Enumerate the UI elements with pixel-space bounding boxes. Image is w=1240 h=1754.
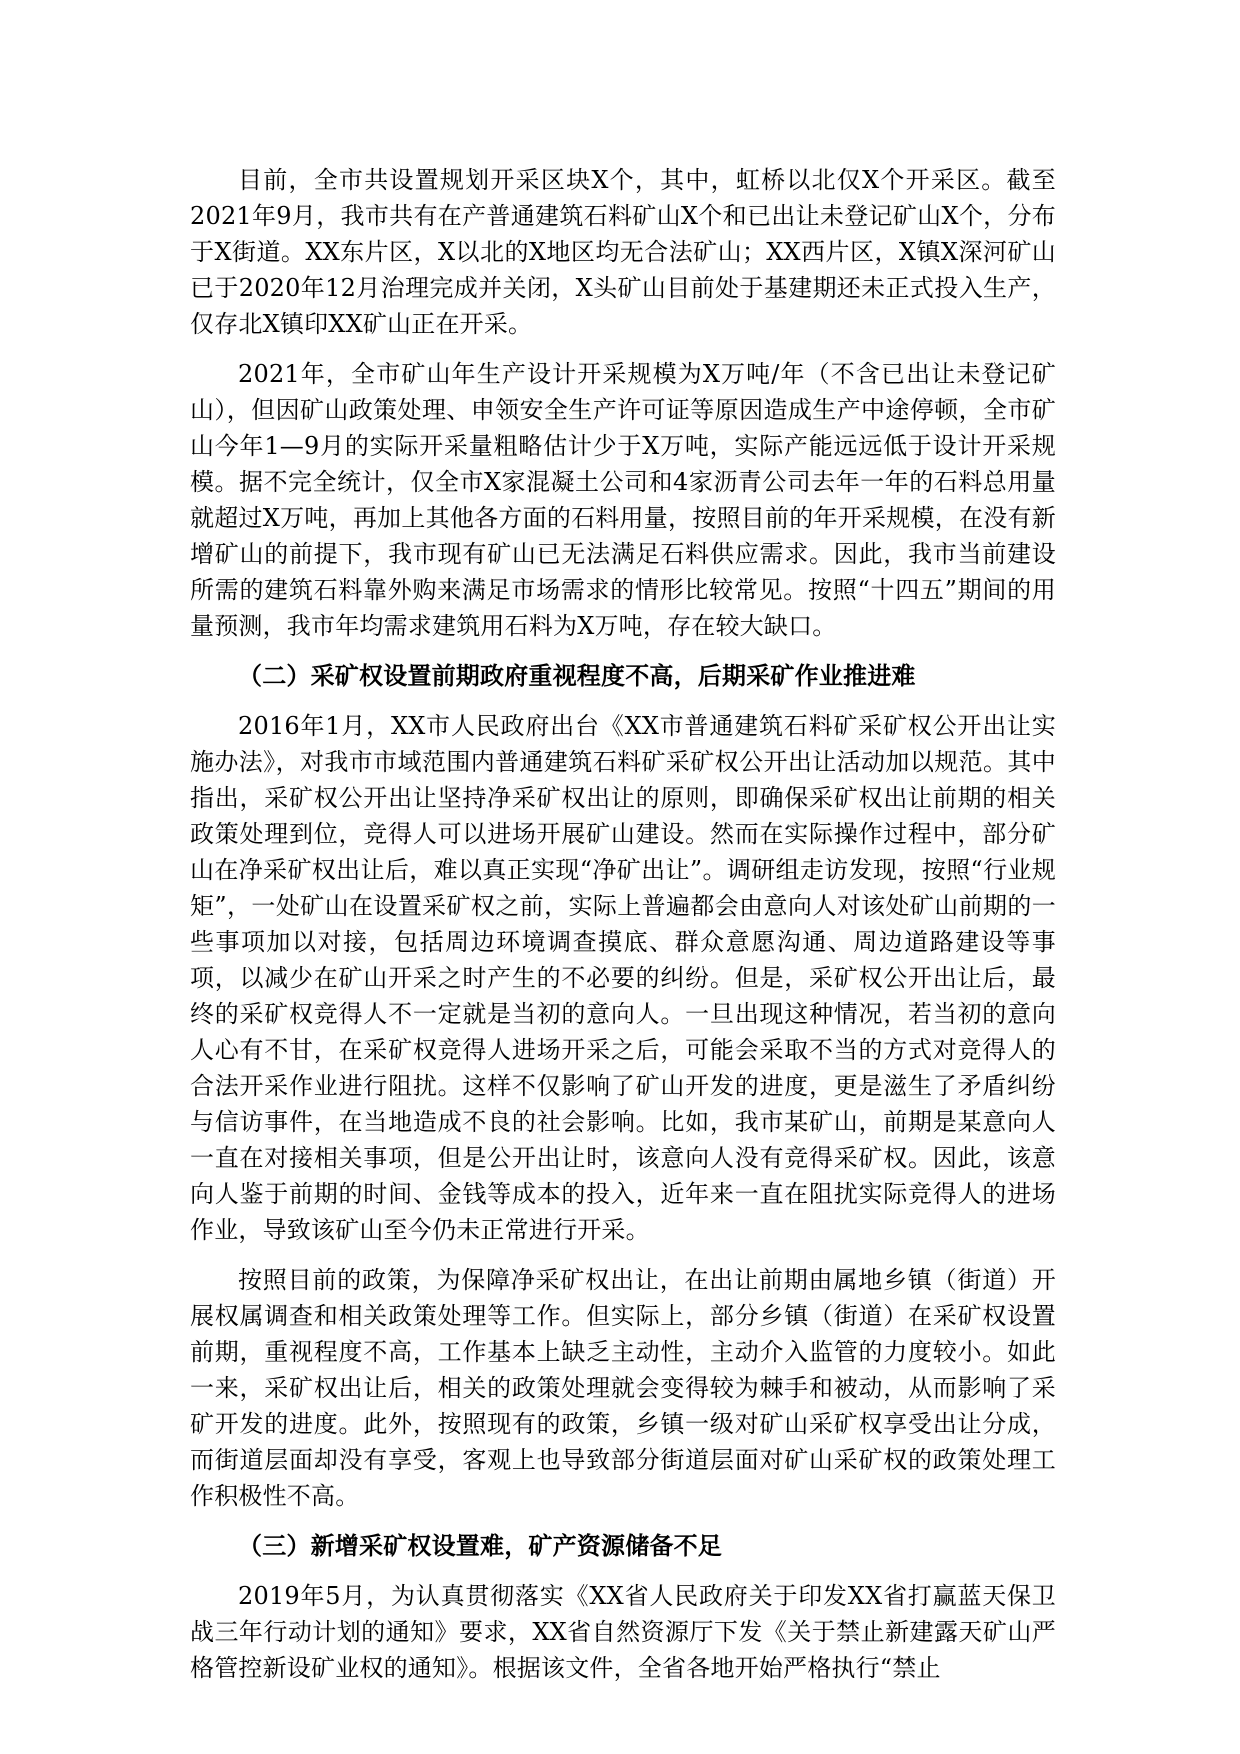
section-heading: （三）新增采矿权设置难，矿产资源储备不足	[238, 1531, 722, 1560]
body-paragraph: 2021年，全市矿山年生产设计开采规模为X万吨/年（不含已出让未登记矿山），但因矿山政策处理、申领安全生产许可证等原因造成生产中途停顿，全市矿山今年1—9月的实际开采量粗略估计少于X万吨，实际产能远远低于设计开采规模。据不完全统计，仅全市X家混凝土公司和4家沥青公司去年一年的石料总用量就超过X万吨，再加上其他各方面的石料用量，按照目前的年开采规模，在没有新增矿山的前提下，我市现有矿山已无法满足石料供应需求。因此，我市当前建设所需的建筑石料靠外购来满足市场需求的情形比较常见。按照“十四五”期间的用量预测，我市年均需求建筑用石料为X万吨，存在较大缺口。	[190, 360, 1056, 640]
body-paragraph: 目前，全市共设置规划开采区块X个，其中，虹桥以北仅X个开采区。截至2021年9月，我市共有在产普通建筑石料矿山X个和已出让未登记矿山X个，分布于X街道。XX东片区，X以北的X地区均无合法矿山；XX西片区，X镇X深河矿山已于2020年12月治理完成并关闭，X头矿山目前处于基建期还未正式投入生产，仅存北X镇印XX矿山正在开采。	[190, 166, 1056, 338]
body-paragraph: 2016年1月，XX市人民政府出台《XX市普通建筑石料矿采矿权公开出让实施办法》，对我市市域范围内普通建筑石料矿采矿权公开出让活动加以规范。其中指出，采矿权公开出让坚持净采矿权出让的原则，即确保采矿权出让前期的相关政策处理到位，竞得人可以进场开展矿山建设。然而在实际操作过程中，部分矿山在净采矿权出让后，难以真正实现“净矿出让”。调研组走访发现，按照“行业规矩”，一处矿山在设置采矿权之前，实际上普遍都会由意向人对该处矿山前期的一些事项加以对接，包括周边环境调查摸底、群众意愿沟通、周边道路建设等事项，以减少在矿山开采之时产生的不必要的纠纷。但是，采矿权公开出让后，最终的采矿权竞得人不一定就是当初的意向人。一旦出现这种情况，若当初的意向人心有不甘，在采矿权竞得人进场开采之后，可能会采取不当的方式对竞得人的合法开采作业进行阻扰。这样不仅影响了矿山开发的进度，更是滋生了矛盾纠纷与信访事件，在当地造成不良的社会影响。比如，我市某矿山，前期是某意向人一直在对接相关事项，但是公开出让时，该意向人没有竞得采矿权。因此，该意向人鉴于前期的时间、金钱等成本的投入，近年来一直在阻扰实际竞得人的进场作业，导致该矿山至今仍未正常进行开采。	[190, 712, 1056, 1244]
body-paragraph: 2019年5月，为认真贯彻落实《XX省人民政府关于印发XX省打赢蓝天保卫战三年行动计划的通知》要求，XX省自然资源厅下发《关于禁止新建露天矿山严格管控新设矿业权的通知》。根据该文件，全省各地开始严格执行“禁止	[190, 1582, 1056, 1682]
body-paragraph: 按照目前的政策，为保障净采矿权出让，在出让前期由属地乡镇（街道）开展权属调查和相关政策处理等工作。但实际上，部分乡镇（街道）在采矿权设置前期，重视程度不高，工作基本上缺乏主动性，主动介入监管的力度较小。如此一来，采矿权出让后，相关的政策处理就会变得较为棘手和被动，从而影响了采矿开发的进度。此外，按照现有的政策，乡镇一级对矿山采矿权享受出让分成，而街道层面却没有享受，客观上也导致部分街道层面对矿山采矿权的政策处理工作积极性不高。	[190, 1266, 1056, 1510]
section-heading: （二）采矿权设置前期政府重视程度不高，后期采矿作业推进难	[238, 661, 916, 690]
document-page	[190, 162, 1056, 1700]
